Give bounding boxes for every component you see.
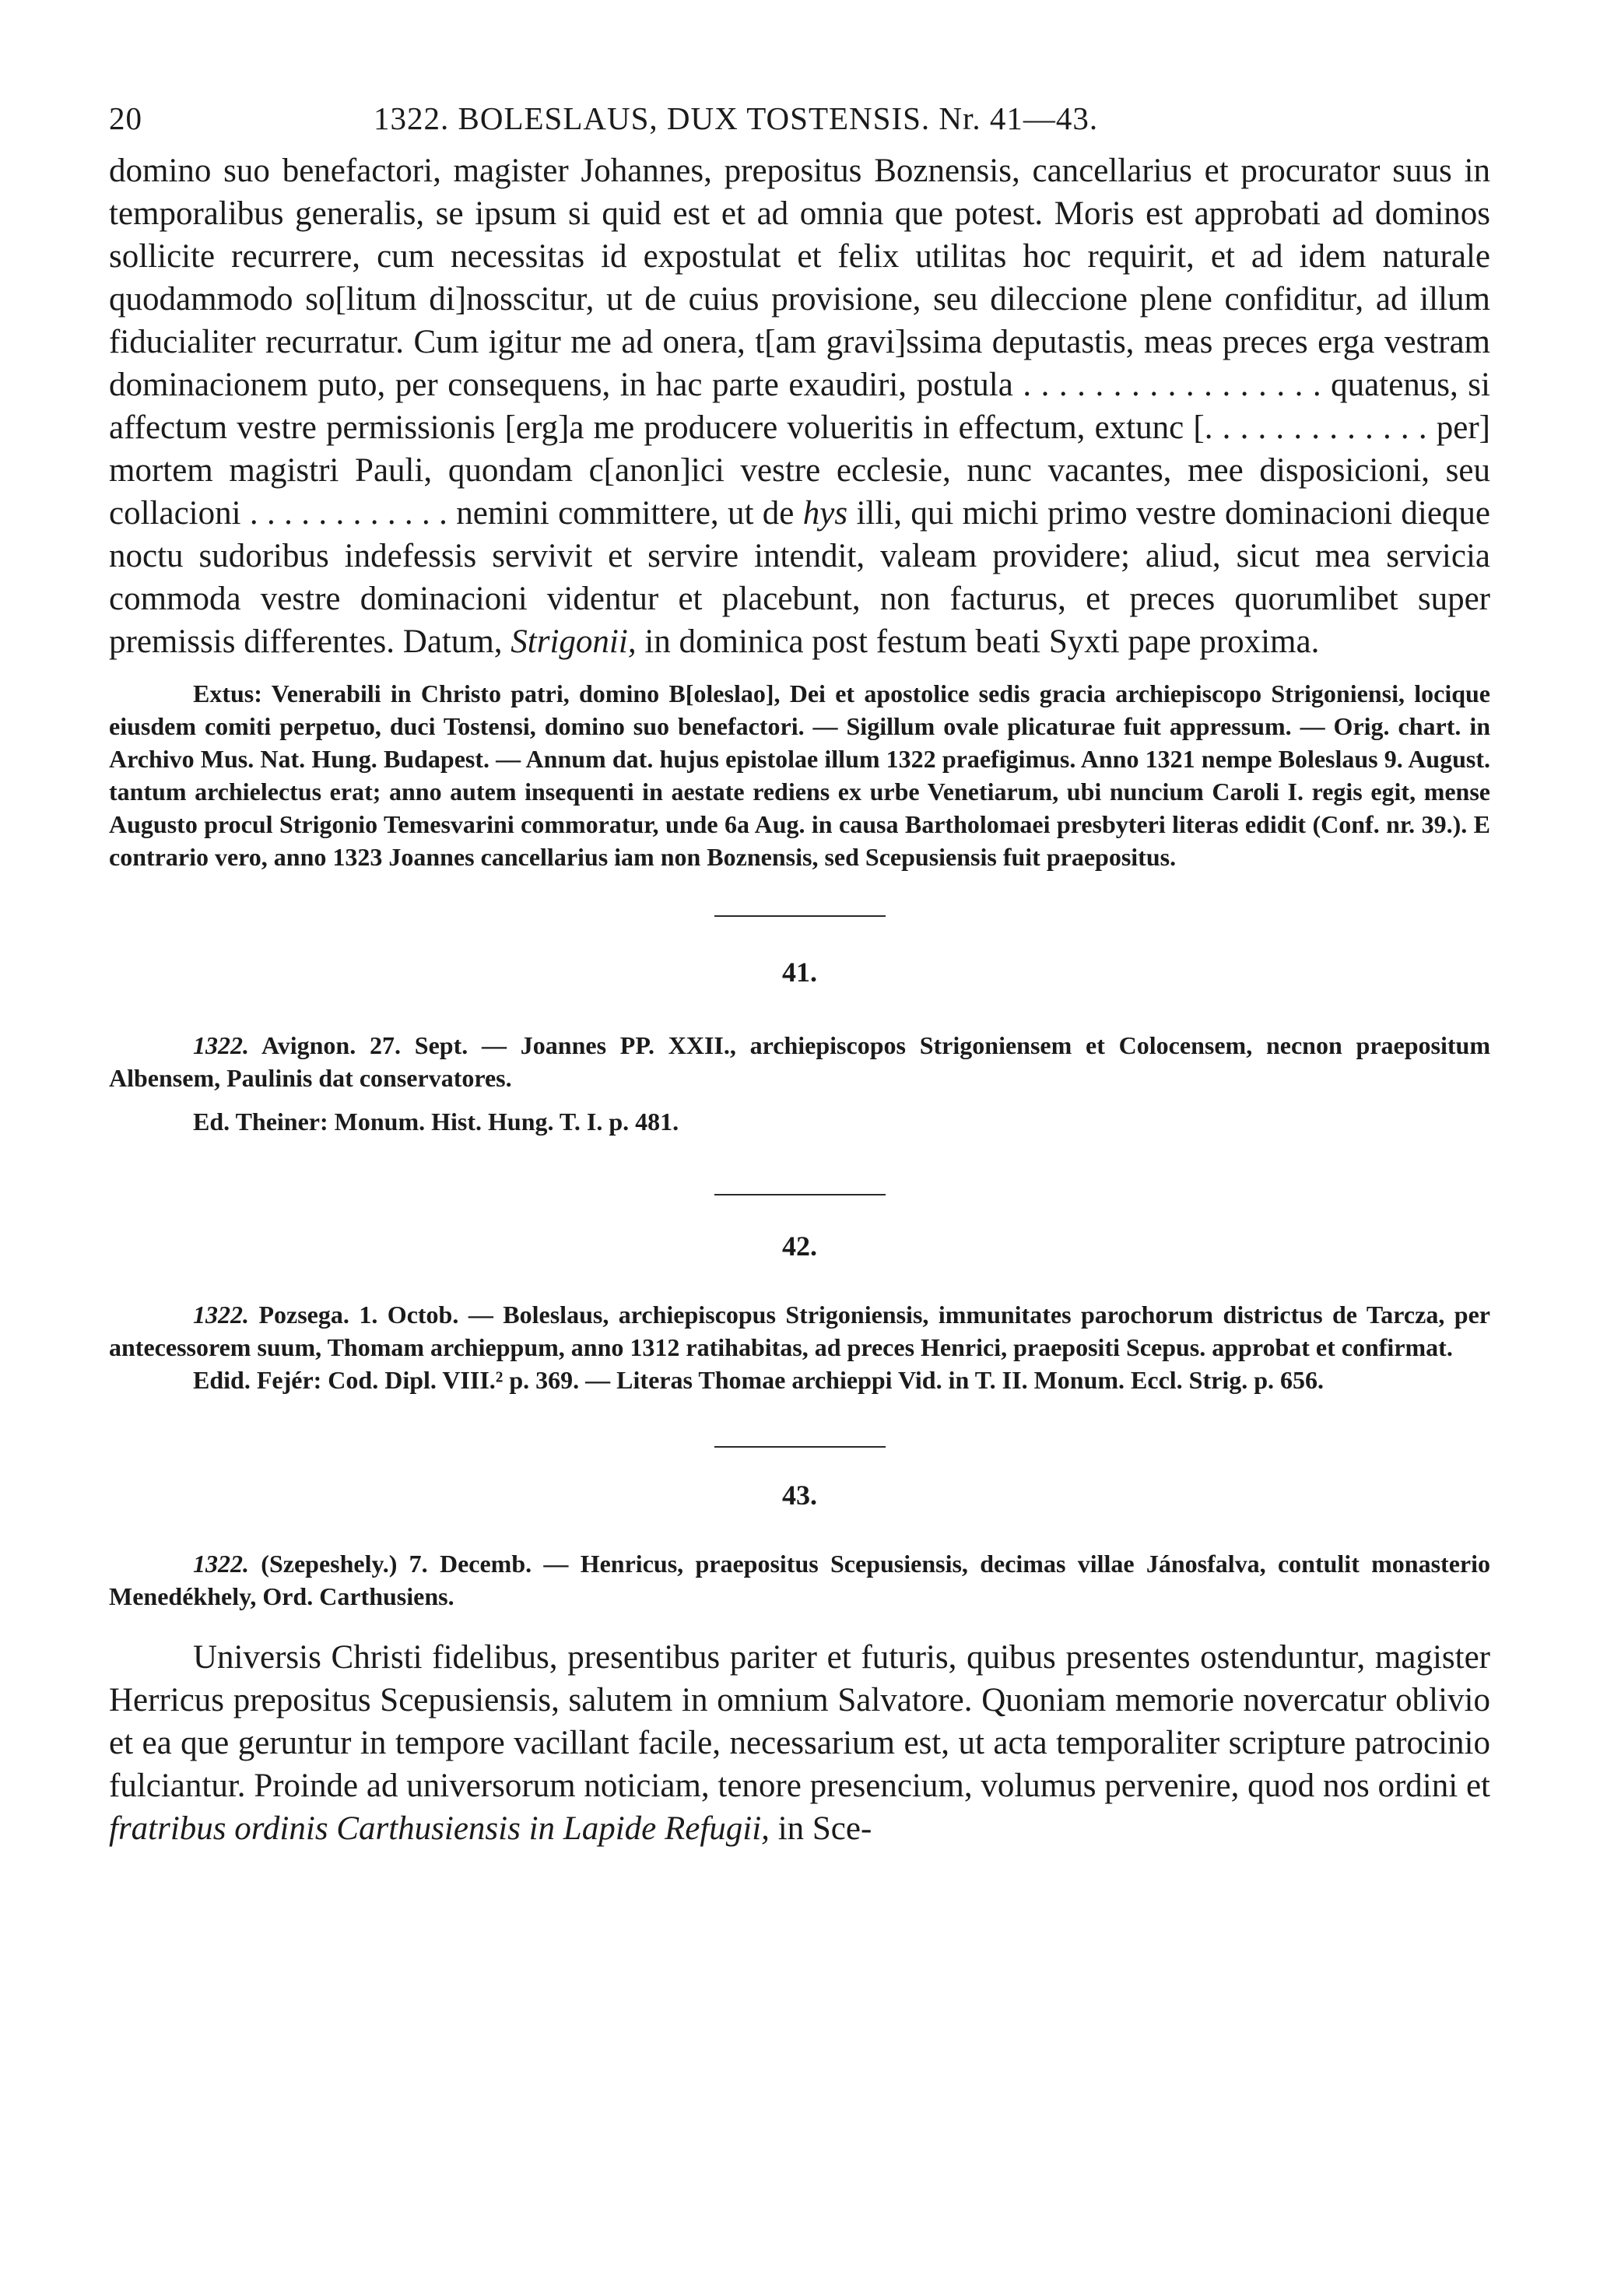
section-divider	[714, 1194, 886, 1195]
document-number: 43.	[782, 1480, 817, 1511]
edition-reference: Edid. Fejér: Cod. Dipl. VIII.² p. 369. — Literas Thomae archieppi Vid. in T. II. Monum. Eccl. Strig. p. 656.	[193, 1366, 1324, 1394]
document-number: 42.	[782, 1231, 817, 1262]
page-number: 20	[109, 100, 142, 136]
running-head: 1322. BOLESLAUS, DUX TOSTENSIS. Nr. 41—43.	[374, 100, 1099, 136]
section-divider	[714, 1446, 886, 1448]
charter-text: domino suo benefactori, magister Johannes, prepositus Boznensis, cancellarius et procurator suus in temporalibus generalis, se ipsum si quid est et ad omnia que potest. Moris est approbati ad dominos sollicite recurrere, cum necessitas id expostulat et felix utilitas hoc requirit, et ad idem naturale quodammodo so[litum di]nosscitur, ut de cuius provisione, seu dileccione plene confiditur, ad illum fiducialiter recurratur. Cum igitur me ad onera, t[am gravi]ssima deputastis, meas preces erga vestram dominacionem puto, per consequens, in hac parte exaudiri, postula . . . . . . . . . . . . . . . . . quatenus, si affectum vestre permissionis [erg]a me producere volueritis in effectum, extunc [. . . . . . . . . . . . . per] mortem magistri Pauli, quondam c[anon]ici vestre ecclesie, nunc vacantes, mee disposicioni, seu collacioni . . . . . . . . . . . . nemini committere, ut de hys illi, qui michi primo vestre dominacioni dieque noctu sudoribus indefessis servivit et servire intendit, valeam providere; aliud, sicut mea servicia commoda vestre dominacioni videntur et placebunt, non facturus, et preces quorumlibet super premissis differentes. Datum, Strigonii, in dominica post festum beati Syxti pape proxima.	[109, 153, 1490, 660]
regest-year: 1322.	[193, 1550, 249, 1578]
document-41	[109, 915, 1490, 1138]
regest-year: 1322.	[193, 1301, 249, 1329]
document-40-continuation	[109, 149, 1490, 873]
emphasized-phrase: fratribus ordinis Carthusiensis in Lapide Refugii,	[109, 1810, 770, 1847]
edition-reference: Ed. Theiner: Monum. Hist. Hung. T. I. p. 481.	[193, 1108, 679, 1136]
charter-text: Universis Christi fidelibus, presentibus pariter et futuris, quibus presentes ostenduntur, magister Herricus prepositus Scepusiensis, salutem in omnium Salvatore. Quoniam memorie novercatur oblivio et ea que geruntur in tempore vacillant facile, necessarium est, ut acta temporaliter scripture patrocinio fulciantur. Proinde ad universorum noticiam, tenore presencium, volumus pervenire, quod nos ordini et fratribus ordinis Carthusiensis in Lapide Refugii, in Sce-	[109, 1639, 1490, 1847]
regest: 1322. Pozsega. 1. Octob. — Boleslaus, archiepiscopus Strigoniensis, immunitates parochorum districtus de Tarcza, per antecessorem suum, Thomam archieppum, anno 1312 ratihabitas, ad preces Henrici, praepositi Scepus. approbat et confirmat.	[109, 1301, 1490, 1361]
place-name: Strigonii,	[511, 623, 637, 660]
emphasized-word: hys	[802, 495, 848, 532]
document-43	[109, 1446, 1490, 1850]
regest-year: 1322.	[193, 1031, 249, 1059]
editorial-note: Extus: Venerabili in Christo patri, domino B[oleslao], Dei et apostolice sedis gracia archiepiscopo Strigoniensi, locique eiusdem comiti perpetuo, duci Tostensi, domino suo benefactori. — Sigillum ovale plicaturae fuit appressum. — Orig. chart. in Archivo Mus. Nat. Hung. Budapest. — Annum dat. hujus epistolae illum 1322 praefigimus. Anno 1321 nempe Boleslaus 9. August. tantum archielectus erat; anno autem insequenti in aestate rediens ex urbe Venetiarum, ubi nuncium Caroli I. regis egit, mense Augusto procul Strigonio Temesvarini commoratur, unde 6a Aug. in causa Bartholomaei presbyteri literas edidit (Conf. nr. 39.). E contrario vero, anno 1323 Joannes cancellarius iam non Boznensis, sed Scepusiensis fuit praepositus.	[109, 679, 1490, 871]
page-header	[109, 86, 1490, 140]
document-page	[109, 86, 1490, 2265]
document-number: 41.	[782, 957, 817, 988]
section-divider	[714, 915, 886, 917]
regest: 1322. Avignon. 27. Sept. — Joannes PP. XXII., archiepiscopos Strigoniensem et Colocensem, necnon praepositum Albensem, Paulinis dat conservatores.	[109, 1031, 1490, 1092]
document-42	[109, 1194, 1490, 1396]
regest: 1322. (Szepeshely.) 7. Decemb. — Henricus, praepositus Scepusiensis, decimas villae Jánosfalva, contulit monasterio Menedékhely, Ord. Carthusiens.	[109, 1550, 1490, 1610]
